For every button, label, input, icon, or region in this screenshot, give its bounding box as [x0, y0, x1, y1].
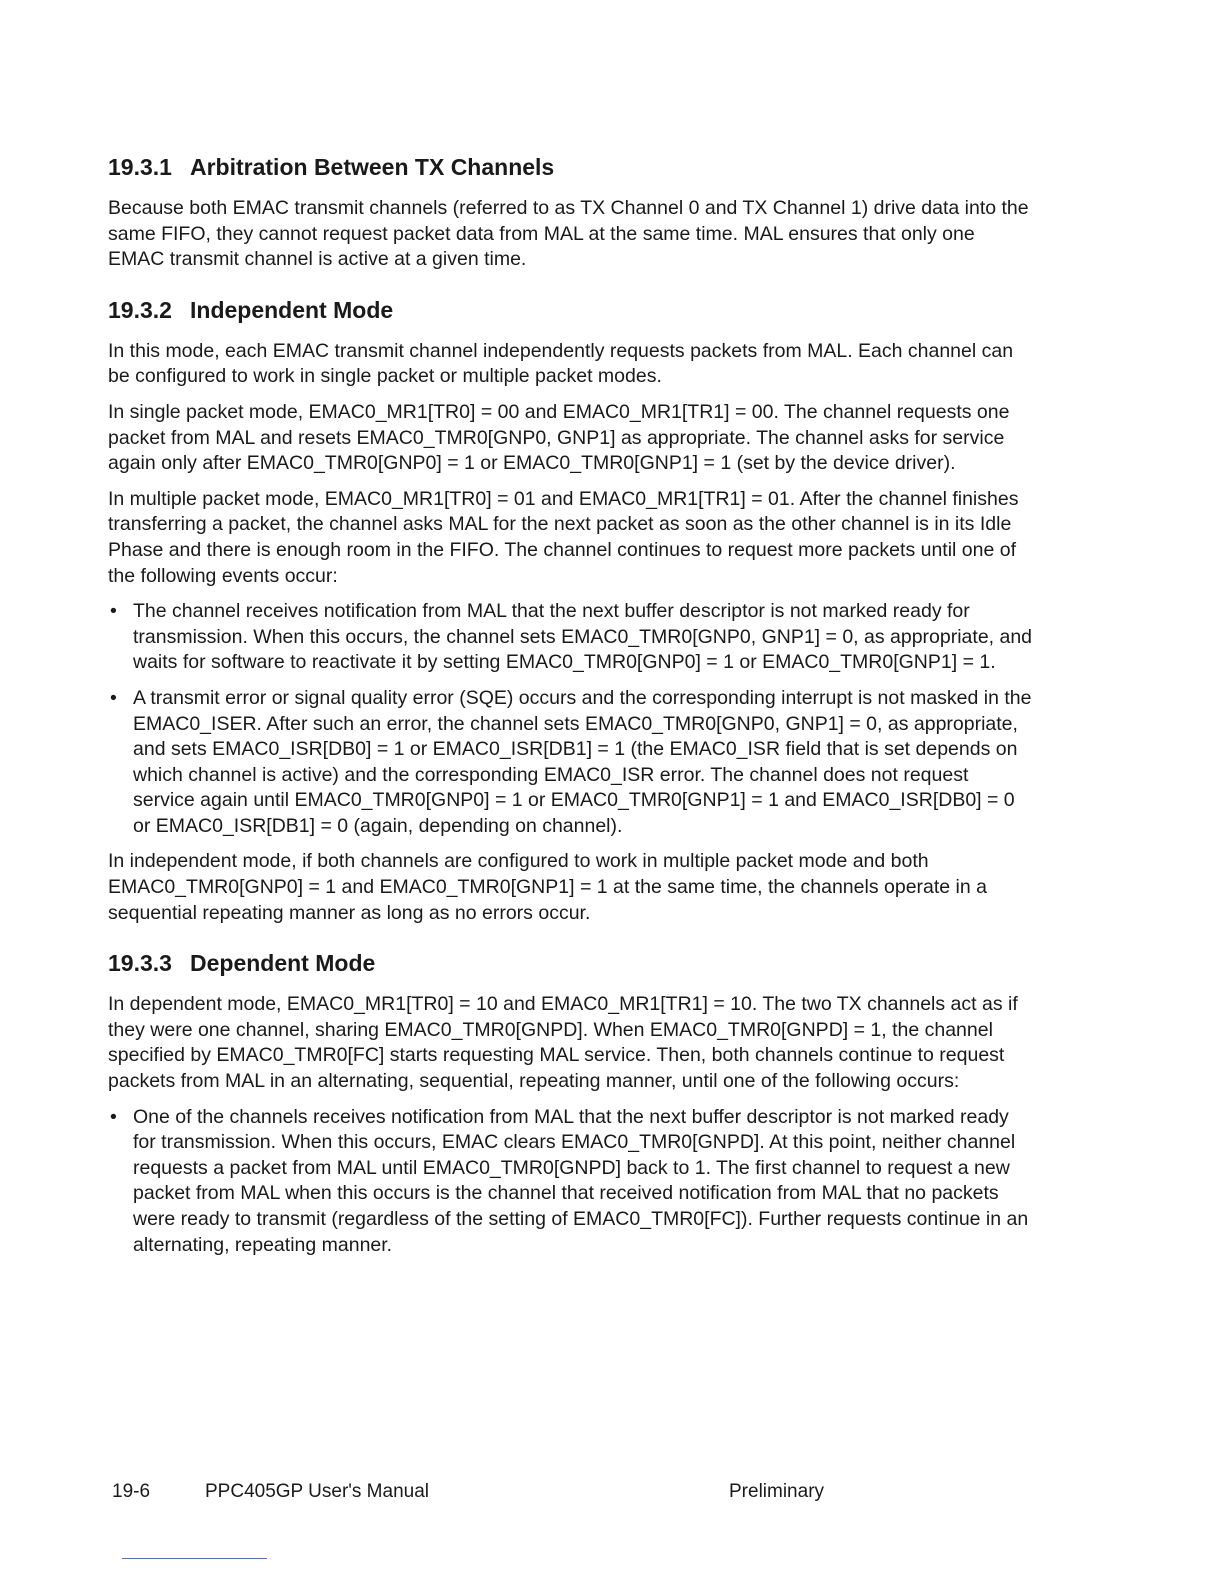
paragraph: In single packet mode, EMAC0_MR1[TR0] = 00 and EMAC0_MR1[TR1] = 00. The channel requests one packet from MAL and resets EMAC0_TMR0[GNP0, GNP1] as appropriate. The channel asks for service again only after EMAC0_TMR0[GNP0] = 1 or EMAC0_TMR0[GNP1] = 1 (set by the device driver).: [108, 400, 1010, 475]
section-title: Arbitration Between TX Channels: [190, 154, 555, 180]
section-number: 19.3.2: [108, 296, 172, 323]
document-page: [108, 152, 1033, 1268]
status-label: Preliminary: [729, 1481, 825, 1502]
section-arbitration: [108, 152, 1033, 273]
list-item-text: The channel receives notification from MAL that the next buffer descriptor is not marked ready for transmission. When this occurs, the channel sets EMAC0_TMR0[GNP0, GNP1] = 0, as appropriate, and waits for software to reactivate it by setting EMAC0_TMR0[GNP0] = 1 or EMAC0_TMR0[GNP1] = 1.: [133, 600, 1033, 674]
bullet-glyph: •: [110, 600, 117, 623]
paragraph: In independent mode, if both channels are configured to work in multiple packet mode and both EMAC0_TMR0[GNP0] = 1 and EMAC0_TMR0[GNP1] = 1 at the same time, the channels operate in a sequential repeating manner as long as no errors occur.: [108, 850, 987, 924]
bullet-list: [108, 599, 1033, 839]
list-item: [108, 599, 1033, 676]
scan-edge-line: [122, 1558, 267, 1559]
section-dependent-mode: [108, 948, 1033, 1258]
page-number: 19-6: [112, 1481, 151, 1502]
section-title: Independent Mode: [190, 296, 394, 323]
list-item-text: One of the channels receives notification from MAL that the next buffer descriptor is not marked ready for transmission. When this occurs, EMAC clears EMAC0_TMR0[GNPD]. At this point, neither channel requests a packet from MAL until EMAC0_TMR0[GNPD] back to 1. The first channel to request a new packet from MAL when this occurs is the channel that received notification from MAL that no packets were ready to transmit (regardless of the setting of EMAC0_TMR0[FC]). Further requests continue in an alternating, repeating manner.: [133, 1105, 1029, 1256]
section-number: 19.3.1: [108, 154, 172, 180]
section-heading: [108, 295, 1033, 325]
section-title: Dependent Mode: [190, 950, 376, 977]
section-number: 19.3.3: [108, 950, 172, 977]
bullet-glyph: •: [110, 1105, 117, 1128]
bullet-glyph: •: [110, 686, 117, 709]
section-heading: [108, 152, 1033, 182]
section-independent-mode: [108, 295, 1033, 926]
paragraph: In multiple packet mode, EMAC0_MR1[TR0] = 01 and EMAC0_MR1[TR1] = 01. After the channel finishes transferring a packet, the channel asks MAL for the next packet as soon as the other channel is in its Idle Phase and there is enough room in the FIFO. The channel continues to request more packets until one of the following events occur:: [108, 487, 1019, 587]
paragraph: Because both EMAC transmit channels (referred to as TX Channel 0 and TX Channel 1) drive data into the same FIFO, they cannot request packet data from MAL at the same time. MAL ensures that only one EMAC transmit channel is active at a given time.: [108, 197, 1029, 271]
bullet-list: [108, 1105, 1033, 1259]
section-heading: [108, 948, 1033, 978]
list-item: [108, 686, 1033, 840]
manual-title: PPC405GP User's Manual: [205, 1481, 429, 1502]
list-item: [108, 1105, 1033, 1259]
list-item-text: A transmit error or signal quality error (SQE) occurs and the corresponding interrupt is not masked in the EMAC0_ISER. After such an error, the channel sets EMAC0_TMR0[GNP0, GNP1] = 0, as appropriate, and sets EMAC0_ISR[DB0] = 1 or EMAC0_ISR[DB1] = 1 (the EMAC0_ISR field that is set depends on which channel is active) and the corresponding EMAC0_ISR error. The channel does not request service again until EMAC0_TMR0[GNP0] = 1 or EMAC0_TMR0[GNP1] = 1 and EMAC0_ISR[DB0] = 0 or EMAC0_ISR[DB1] = 0 (again, depending on channel).: [133, 686, 1032, 837]
page-footer: [112, 1480, 892, 1504]
paragraph: In this mode, each EMAC transmit channel independently requests packets from MAL. Each channel can be configured to work in single packet or multiple packet modes.: [108, 339, 1014, 388]
paragraph: In dependent mode, EMAC0_MR1[TR0] = 10 and EMAC0_MR1[TR1] = 10. The two TX channels act as if they were one channel, sharing EMAC0_TMR0[GNPD]. When EMAC0_TMR0[GNPD] = 1, the channel specified by EMAC0_TMR0[FC] starts requesting MAL service. Then, both channels continue to request packets from MAL in an alternating, sequential, repeating manner, until one of the following occurs:: [108, 993, 1018, 1093]
